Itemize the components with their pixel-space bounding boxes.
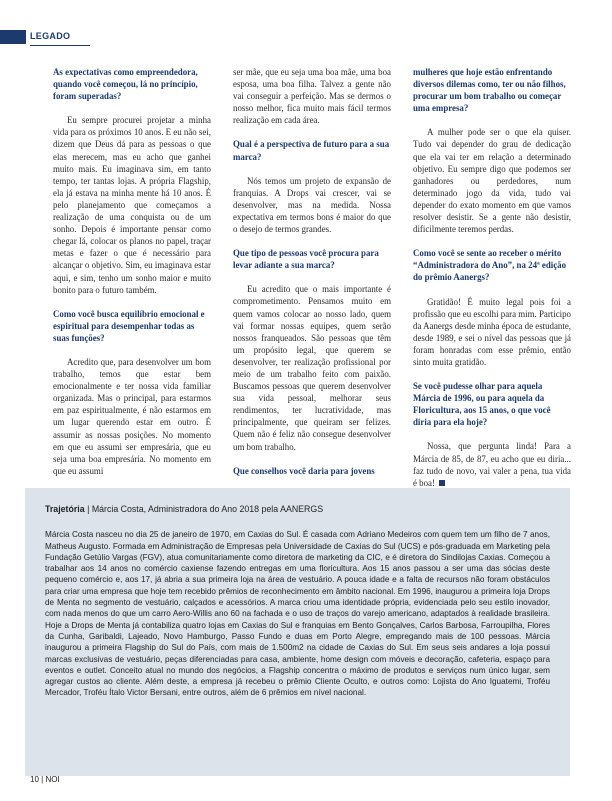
paragraph-text: As expectativas como empreendedora, quando você começou, lá no princípio, foram superadas? [53, 67, 198, 102]
interview-answer [413, 296, 571, 369]
paragraph-text: Qual é a perspectiva de futuro para a sua marca? [233, 139, 390, 162]
section-label: LEGADO [30, 31, 71, 41]
trajetoria-header [45, 504, 550, 515]
interview-answer [53, 356, 211, 477]
interview-answer [413, 440, 571, 488]
trajetoria-separator: | [87, 504, 90, 514]
article-column-3 [413, 66, 571, 501]
article-column-2 [233, 66, 391, 501]
interview-question [233, 247, 391, 271]
paragraph-text: Se você pudesse olhar para aquela Márcia de 1996, ou para aquela da Floricultura, aos 15 anos, o que você diria para ela hoje? [413, 381, 551, 428]
interview-question [53, 308, 211, 344]
paragraph-text: Acredito que, para desenvolver um bom trabalho, temos que estar bem emocionalmente e ter nossa vida familiar organizada. Mas o principal, para estarmos em paz espiritualmente, é não estarmos em um lugar querendo estar em outro. É assumir as nossas posições. No momento em que eu assumi ser empresária, que eu seja uma boa empresária. No momento em que eu assumi [53, 356, 211, 476]
interview-question [233, 138, 391, 162]
article-column-1 [53, 66, 211, 501]
paragraph-text: Nós temos um projeto de expansão de franquias. A Drops vai crescer, vai se desenvolver, mas na medida. Nossa expectativa em termos bons é maior do que o desejo de termos grandes. [233, 175, 391, 235]
paragraph-text: Eu acredito que o mais importante é comprometimento. Pensamos muito em quem vamos colocar ao nosso lado, quem vai formar nossas equipes, quem serão nossos franqueados. São pessoas que têm um propósito legal, que querem se desenvolver, ter realização profissional por meio de um trabalho feito com paixão. Buscamos pessoas que querem desenvolver sua vida pessoal, melhorar seus rendimentos, ter lucratividade, mas principalmente, que queiram ser felizes. Quem não é feliz não consegue desenvolver um bom trabalho. [233, 284, 391, 452]
interview-answer [233, 66, 391, 126]
interview-answer [53, 114, 211, 295]
paragraph-text: Gratidão! É muito legal pois foi a profissão que eu escolhi para mim. Participo da Aanergs desde minha época de estudante, desde 1989, e sei o nível das pessoas que já foram honradas com esse prêmio, então sinto muita gratidão. [413, 296, 571, 367]
section-rule [30, 45, 90, 46]
trajetoria-body: Márcia Costa nasceu no dia 25 de janeiro de 1970, em Caxias do Sul. É casada com Adriano Medeiros com quem tem um filho de 7 anos, Matheus Augusto. Formada em Administração de Empresas pela Universidade de Caxias do Sul (UCS) e pós-graduada em Marketing pela Fundação Getúlio Vargas (FGV), atua comunitariamente como diretora de marketing da CIC, e é diretora do Sindilojas Caxias. Começou a trabalhar aos 14 anos no comércio caxiense fazendo entregas em uma floricultura. Aos 15 anos passou a ser uma das sócias deste pequeno comércio e, aos 17, já abria a sua primeira loja na área de vestuário. A pouca idade e a falta de recursos não foram obstáculos para criar uma empresa que hoje tem recebido prêmios de reconhecimento em âmbito nacional. Em 1996, inaugurou a primeira loja Drops de Menta no segmento de vestuário, calçados e acessórios. A marca criou uma identidade própria, evidenciada pelo seu estilo inovador, com nada menos do que um carro Aero-Willis ano 60 na fachada e o uso de traços do varejo americano, adaptados à realidade brasileira. Hoje a Drops de Menta já contabiliza quatro lojas em Caxias do Sul e franquias em Bento Gonçalves, Carlos Barbosa, Farroupilha, Flores da Cunha, Garibaldi, Lajeado, Novo Hamburgo, Passo Fundo e duas em Porto Alegre, empregando mais de 100 pessoas. Márcia inaugurou a primeira Flagship do Sul do País, com mais de 1.500m2 na cidade de Caxias do Sul. Em seus seis andares a loja possui marcas exclusivas de vestuário, peças diferenciadas para casa, ambiente, home design com móveis e decoração, cafeteria, espaço para eventos e outlet. Conceito atual no mundo dos negócios, a Flagship concentra o máximo de produtos e serviços num único lugar, sem agregar custos ao cliente. Além deste, a empresa já recebeu o prêmio Cliente Oculto, e outros como: Lojista do Ano Iguatemi, Troféu Mercador, Troféu Ítalo Victor Bersani, entre outros, além de 6 prêmios em nível nacional. [45, 530, 550, 698]
paragraph-text: Que tipo de pessoas você procura para levar adiante a sua marca? [233, 248, 379, 271]
trajetoria-box [25, 488, 570, 776]
interview-answer [233, 175, 391, 235]
article-columns [53, 66, 571, 501]
paragraph-text: Como você busca equilíbrio emocional e espiritual para desempenhar todas as suas funções? [53, 308, 205, 343]
interview-answer [413, 126, 571, 235]
page-footer [30, 775, 60, 784]
interview-question [413, 247, 571, 283]
footer-separator: | [41, 775, 44, 784]
paragraph-text: Nossa, que pergunta linda! Para a Márcia de 85, de 87, eu acho que eu diria... faz tudo de novo, vai valer a pena, tua vida é boa! [413, 441, 571, 488]
paragraph-text: A mulher pode ser o que ela quiser. Tudo vai depender do grau de dedicação que ela vai ter em relação a determinado objetivo. Eu sempre digo que podemos ser ganhadores ou perdedores, num determinado jogo da vida, tudo vai depender do exato momento em que vamos resolver desistir. Se a gente não desistir, dificilmente teremos perdas. [413, 127, 571, 235]
page-number: 10 [30, 775, 39, 784]
paragraph-text: Eu sempre procurei projetar a minha vida para os próximos 10 anos. E eu não sei, dizem que Deus dá para as pessoas o que elas merecem, mas eu acho que ganhei muito mais. Eu imaginava sim, em tanto tempo, ter tantas lojas. A própria Flagship, ela já estava na minha mente há 10 anos. É pelo planejamento que começamos a realização de uma conquista ou de um sonho. Depois é importante pensar como chegar lá, colocar os planos no papel, traçar metas e fazer o que é necessário para alcançar o objetivo. Sim, eu imaginava estar aqui, e sim, tenho um sonho maior e muito bonito para o futuro também. [53, 115, 211, 295]
interview-question [413, 66, 571, 114]
end-of-article-icon [439, 480, 445, 486]
interview-question [413, 380, 571, 428]
trajetoria-subtitle: Márcia Costa, Administradora do Ano 2018 pela AANERGS [91, 504, 324, 514]
paragraph-text: mulheres que hoje estão enfrentando diversos dilemas como, ter ou não filhos, procurar um bom trabalho ou começar uma empresa? [413, 67, 566, 114]
trajetoria-title: Trajetória [45, 504, 85, 514]
paragraph-text: ser mãe, que eu seja uma boa mãe, uma boa esposa, uma boa filha. Talvez a gente não vai conseguir a perfeição. Mas se dermos o nosso melhor, fica muito mais fácil termos realização em cada área. [233, 67, 391, 126]
magazine-name: NOI [45, 775, 60, 784]
paragraph-text: Como você se sente ao receber o mérito “Administradora do Ano”, na 24ª edição do prêmio Aanergs? [413, 248, 567, 283]
section-color-bar [0, 30, 26, 44]
interview-answer [233, 283, 391, 452]
interview-question [233, 465, 391, 477]
interview-question [53, 66, 211, 102]
paragraph-text: Que conselhos você daria para jovens [233, 465, 375, 476]
